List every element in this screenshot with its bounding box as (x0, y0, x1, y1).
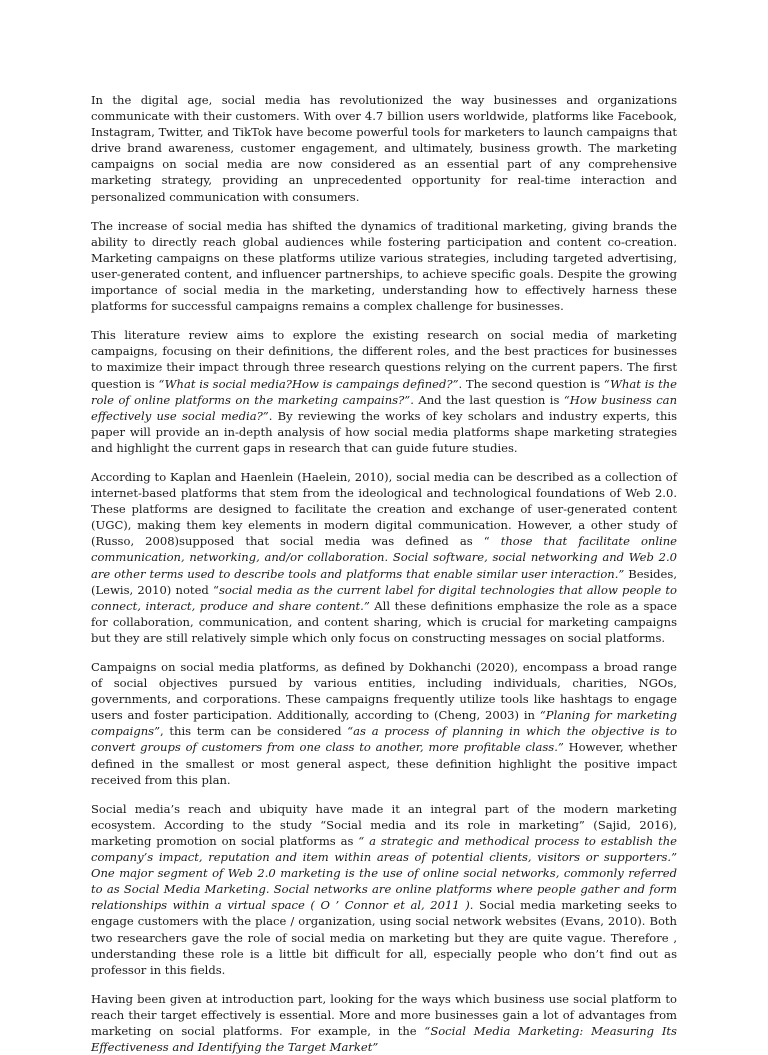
text-segment: . And the last question is (410, 392, 564, 407)
paragraph-social-media-shift (91, 218, 677, 315)
text-segment: . The second question is (458, 376, 604, 391)
paragraph-social-media-definitions (91, 469, 677, 646)
paragraph-campaign-definitions (91, 659, 677, 788)
paragraph-text: The increase of social media has shifted the dynamics of traditional marketing, giving brands the ability to directly reach global audiences while fostering participation and content co-creation. Marketing campaigns on these platforms utilize various strategies, including targeted advertising, user-generated content, and influencer partnerships, to achieve specific goals. Despite the growing importance of social media in the marketing, understanding how to effectively harness these platforms for successful campaigns remains a complex challenge for businesses. (91, 218, 677, 314)
quote-sajid: “ a strategic and methodical process to establish the company’s impact, reputation and item within areas of potential clients, visitors or supporters.” One major segment of Web 2.0 marketing is the use of online social networks, commonly referred to as Social Media Marketing. Social networks are online platforms where people gather and form relationships within a virtual space ( O ’ Connor et al, 2011 ). (91, 833, 677, 913)
text-segment: According to Kaplan and Haenlein (Haelein, 2010), social media can be described as a collection of internet-based platforms that stem from the ideological and technological foundations of Web 2.0. These platforms are designed to facilitate the creation and exchange of user-generated content (UGC), making them key elements in modern digital communication. However, a other study of (Russo, 2008)supposed that social media was defined as “ (91, 469, 677, 549)
paragraph-business-use (91, 991, 677, 1055)
text-segment: . By reviewing the works of key scholars and industry experts, this paper will provide an in-depth analysis of how social media platforms shape marketing strategies and highlight the current gaps in research that can guide future studies. (91, 408, 678, 455)
text-segment: All these definitions emphasize the role as a space for collaboration, communication, and content sharing, which is crucial for marketing campaigns but they are still relatively simple which only focus on constructing messages on social platforms. (91, 598, 677, 645)
quote-lewis: social media as the current label for digital technologies that allow people to connect, interact, produce and share content.” (91, 582, 677, 613)
paragraph-marketing-role (91, 801, 677, 978)
text-segment: Social media marketing seeks to engage customers with the place / organization, using social network websites (Evans, 2010). Both two researchers gave the role of social media on marketing but they are quite vague. Therefore , understanding these role is a little bit difficult for all, especially people who don’t find out as professor in this fields. (91, 898, 678, 977)
research-question-3: “How business can effectively use social media?” (91, 392, 678, 423)
text-segment: Campaigns on social media platforms, as defined by Dokhanchi (2020), encompass a broad range of social objectives pursued by various entities, including individuals, charities, NGOs, governments, and corporations. These campaigns frequently utilize tools like hashtags to engage users and foster participation. Additionally, according to (Cheng, 2003) in (91, 660, 677, 723)
paragraph-introduction (91, 92, 677, 205)
text-segment: Having been given at introduction part, looking for the ways which business use social platform to reach their target effectively is essential. More and more businesses gain a lot of advantages from marketing on social platforms. For example, in the (91, 991, 677, 1038)
research-question-2: “What is the role of online platforms on the marketing campains?” (91, 376, 677, 407)
quote-paper-title: “Social Media Marketing: Measuring Its Effectiveness and Identifying the Target Market” (91, 1023, 677, 1055)
paragraph-literature-review-aims (91, 327, 677, 456)
research-question-1: “What is social media?How is campaings defined?” (158, 376, 459, 391)
text-segment: , this term can be considered (160, 724, 348, 739)
quote-russo: those that facilitate online communication, networking, and/or collaboration. Social software, social networking and Web 2.0 are other terms used to describe tools and platforms that enable similar user interaction.” (91, 534, 677, 581)
text-segment: However, whether defined in the smallest or most general aspect, these definition highlight the positive impact received from this plan. (91, 740, 677, 787)
quote-cheng: “as a process of planning in which the objective is to convert groups of customers from one class to another, more profitable class.” (91, 724, 677, 755)
paragraph-text: In the digital age, social media has revolutionized the way businesses and organizations communicate with their customers. With over 4.7 billion users worldwide, platforms like Facebook, Instagram, Twitter, and TikTok have become powerful tools for marketers to launch campaigns that drive brand awareness, customer engagement, and ultimately, business growth. The marketing campaigns on social media are now considered as an essential part of any comprehensive marketing strategy, providing an unprecedented opportunity for real-time interaction and personalized communication with consumers. (91, 93, 677, 204)
quote-title-cheng: “Planing for marketing compaigns” (91, 708, 677, 739)
text-segment: Social media’s reach and ubiquity have made it an integral part of the modern marketing ecosystem. According to the study “Social media and its role in marketing” (Sajid, 2016), marketing promotion on social platforms as (91, 801, 677, 848)
text-segment: This literature review aims to explore the existing research on social media of marketing campaigns, focusing on their definitions, the different roles, and the best practices for businesses to maximize their impact through three research questions relying on the current papers. The first question is (91, 328, 677, 391)
text-segment: Besides, (Lewis, 2010) noted “ (91, 566, 677, 597)
